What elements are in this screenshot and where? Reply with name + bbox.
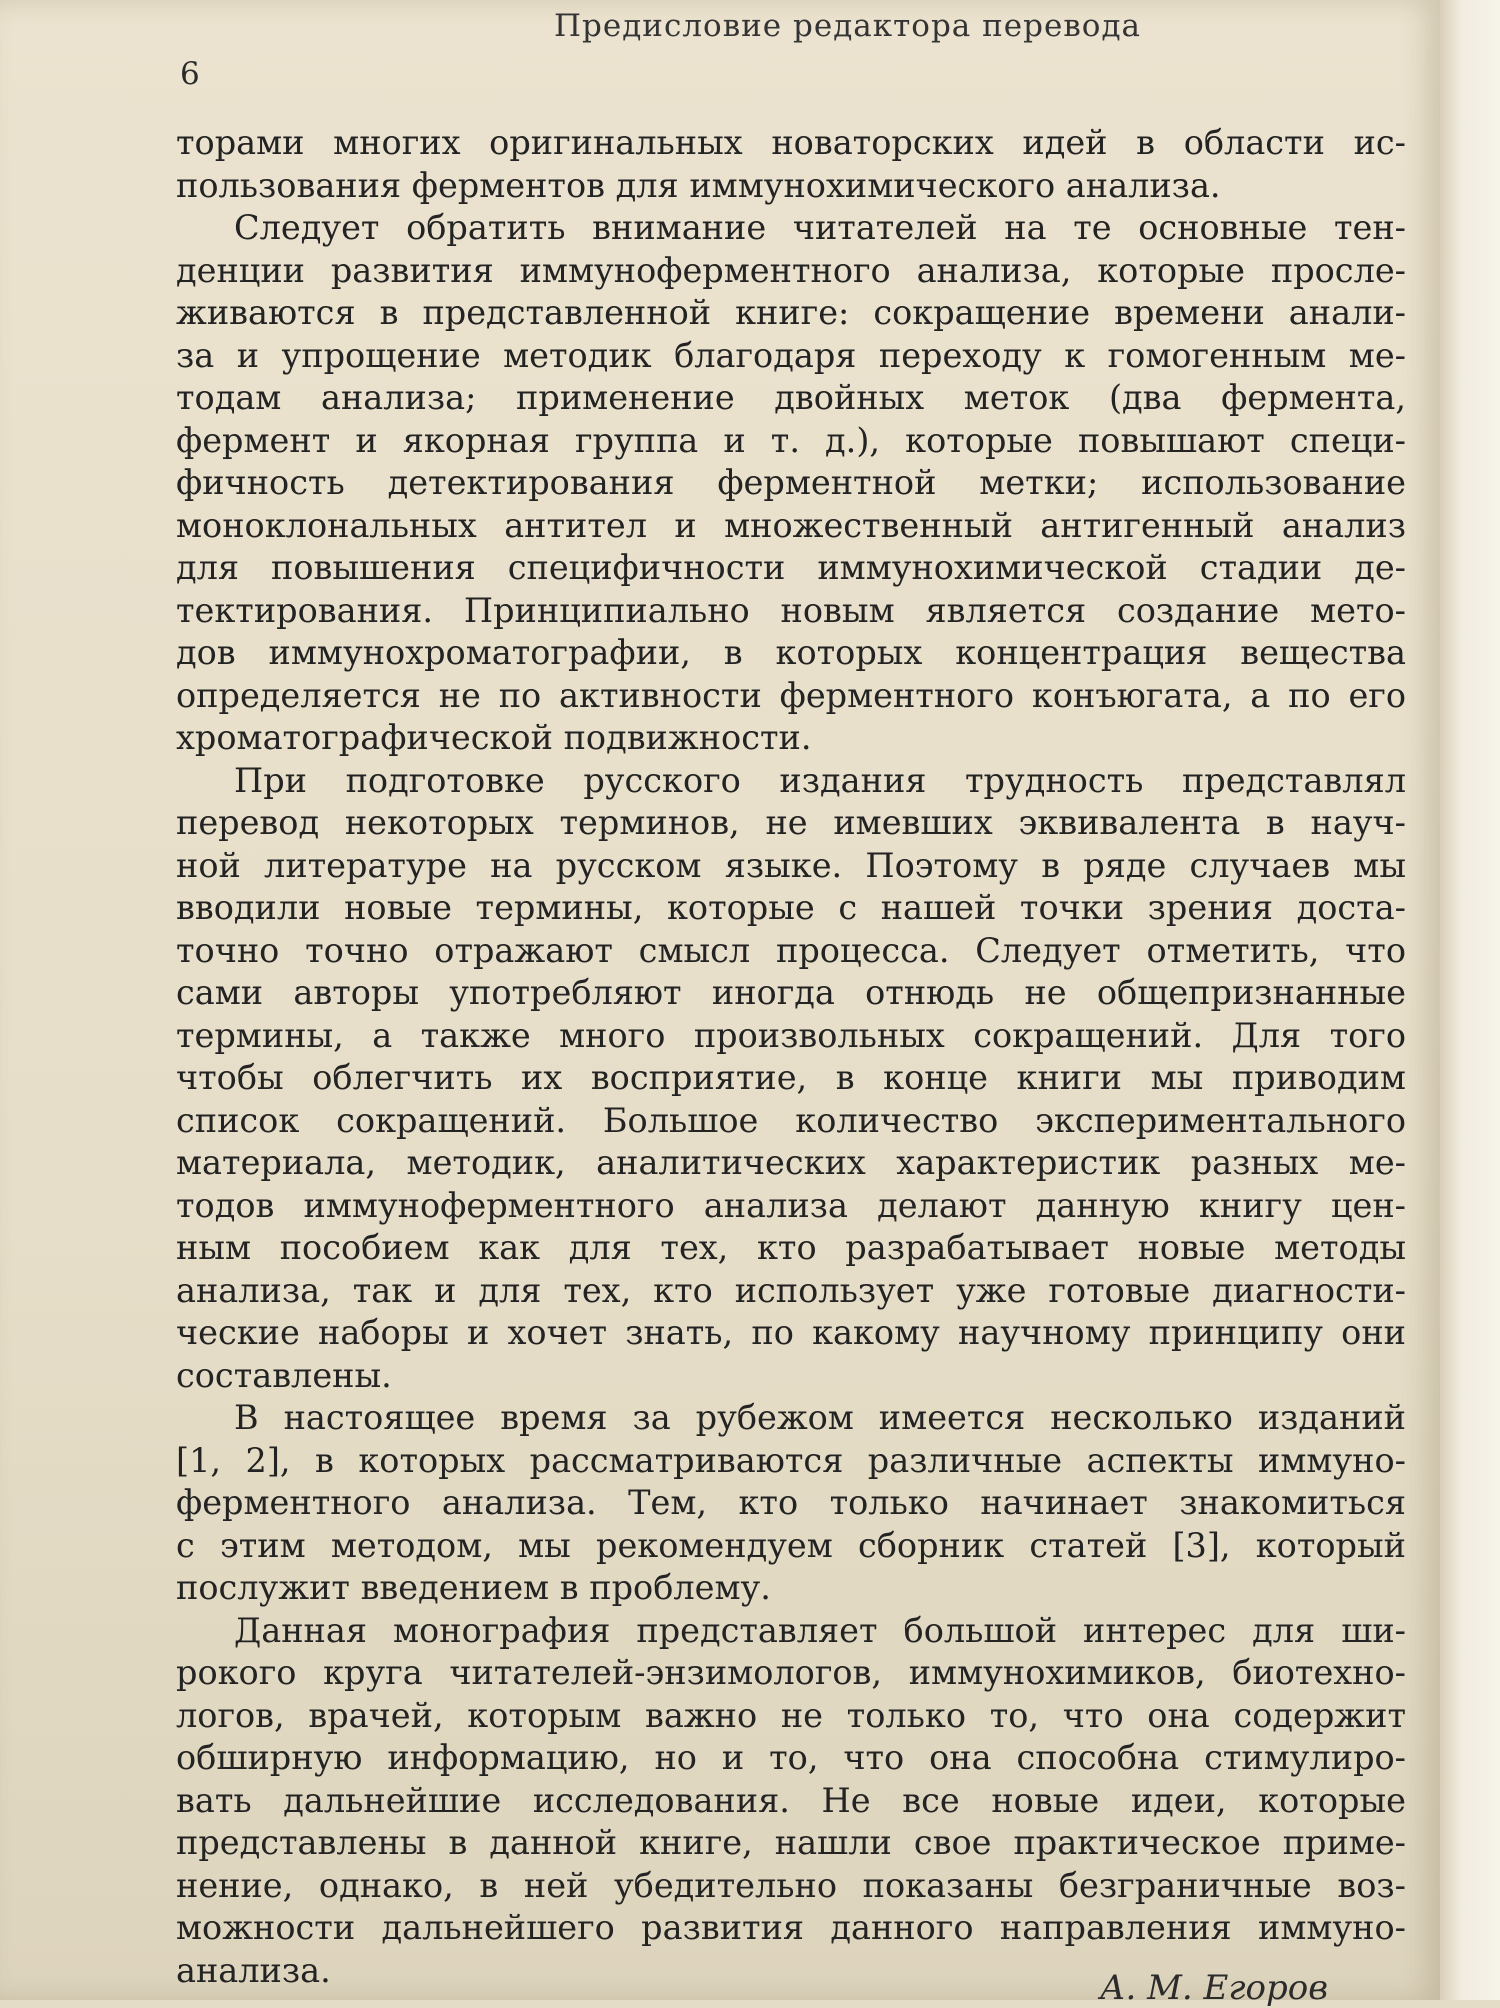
text-line: послужит введением в проблему.	[176, 1568, 771, 1607]
paragraph	[176, 122, 1406, 207]
text-line: логов, врачей, которым важно не только то, что она содержит	[176, 1695, 1406, 1735]
text-line: представлены в данной книге, нашли свое практическое приме-	[176, 1823, 1406, 1862]
text-line: ной литературе на русском языке. Поэтому в ряде случаев мы	[176, 845, 1406, 885]
text-line: тодов иммуноферментного анализа делают данную книгу цен-	[176, 1185, 1406, 1225]
text-line: живаются в представленной книге: сокращение времени анали-	[176, 293, 1406, 332]
text-line: Данная монография представляет большой интерес для ши-	[234, 1610, 1406, 1650]
body-text	[176, 122, 1406, 1992]
text-line: фермент и якорная группа и т. д.), которые повышают специ-	[176, 420, 1406, 460]
text-line: рокого круга читателей-энзимологов, иммунохимиков, биотехно-	[176, 1653, 1406, 1692]
text-line: список сокращений. Большое количество экспериментального	[176, 1100, 1406, 1140]
paragraph	[176, 760, 1406, 1398]
text-line: хроматографической подвижности.	[176, 718, 812, 757]
text-line: пользования ферментов для иммунохимического анализа.	[176, 165, 1221, 205]
text-line: При подготовке русского издания трудность представлял	[234, 760, 1406, 800]
text-line: моноклональных антител и множественный антигенный анализ	[176, 505, 1406, 545]
running-header: Предисловие редактора перевода	[554, 8, 1142, 44]
text-line: тодам анализа; применение двойных меток (два фермента,	[176, 378, 1406, 417]
text-line: материала, методик, аналитических характеристик разных ме-	[176, 1143, 1406, 1182]
text-line: для повышения специфичности иммунохимической стадии де-	[176, 548, 1406, 587]
text-line: ческие наборы и хочет знать, по какому научному принципу они	[176, 1313, 1406, 1352]
text-line: [1, 2], в которых рассматриваются различные аспекты иммуно-	[176, 1440, 1406, 1480]
text-line: вводили новые термины, которые с нашей точки зрения доста-	[176, 888, 1406, 927]
paragraph	[176, 1610, 1406, 1993]
text-line: ным пособием как для тех, кто разрабатывает новые методы	[176, 1228, 1406, 1267]
text-line: фичность детектирования ферментной метки; использование	[176, 463, 1406, 502]
text-line: термины, а также много произвольных сокращений. Для того	[176, 1015, 1406, 1055]
page-edge	[1440, 0, 1500, 2000]
text-line: составлены.	[176, 1355, 392, 1395]
text-line: с этим методом, мы рекомендуем сборник статей [3], который	[176, 1525, 1406, 1565]
text-line: можности дальнейшего развития данного направления иммуно-	[176, 1908, 1406, 1947]
editor-signature: А. М. Егоров	[1099, 1968, 1328, 2008]
text-line: Следует обратить внимание читателей на те основные тен-	[234, 208, 1406, 247]
text-line: анализа.	[176, 1950, 331, 1990]
text-line: торами многих оригинальных новаторских идей в области ис-	[176, 123, 1406, 162]
text-line: тектирования. Принципиально новым является создание мето-	[176, 590, 1406, 630]
paragraph	[176, 207, 1406, 760]
page-number: 6	[180, 56, 200, 92]
text-line: ферментного анализа. Тем, кто только начинает знакомиться	[176, 1483, 1406, 1522]
paragraph	[176, 1397, 1406, 1610]
text-line: перевод некоторых терминов, не имевших эквивалента в науч-	[176, 803, 1406, 842]
text-line: точно точно отражают смысл процесса. Следует отметить, что	[176, 930, 1406, 970]
text-line: вать дальнейшие исследования. Не все новые идеи, которые	[176, 1780, 1406, 1820]
text-line: определяется не по активности ферментного конъюгата, а по его	[176, 675, 1406, 715]
text-line: В настоящее время за рубежом имеется несколько изданий	[234, 1398, 1406, 1437]
text-line: обширную информацию, но и то, что она способна стимулиро-	[176, 1738, 1406, 1777]
text-line: анализа, так и для тех, кто использует уже готовые диагности-	[176, 1270, 1406, 1310]
text-line: за и упрощение методик благодаря переходу к гомогенным ме-	[176, 335, 1406, 375]
text-line: денции развития иммуноферментного анализа, которые просле-	[176, 250, 1406, 290]
text-line: сами авторы употребляют иногда отнюдь не общепризнанные	[176, 973, 1406, 1012]
text-line: чтобы облегчить их восприятие, в конце книги мы приводим	[176, 1058, 1406, 1097]
text-line: нение, однако, в ней убедительно показаны безграничные воз-	[176, 1865, 1406, 1905]
text-line: дов иммунохроматографии, в которых концентрация вещества	[176, 633, 1406, 672]
